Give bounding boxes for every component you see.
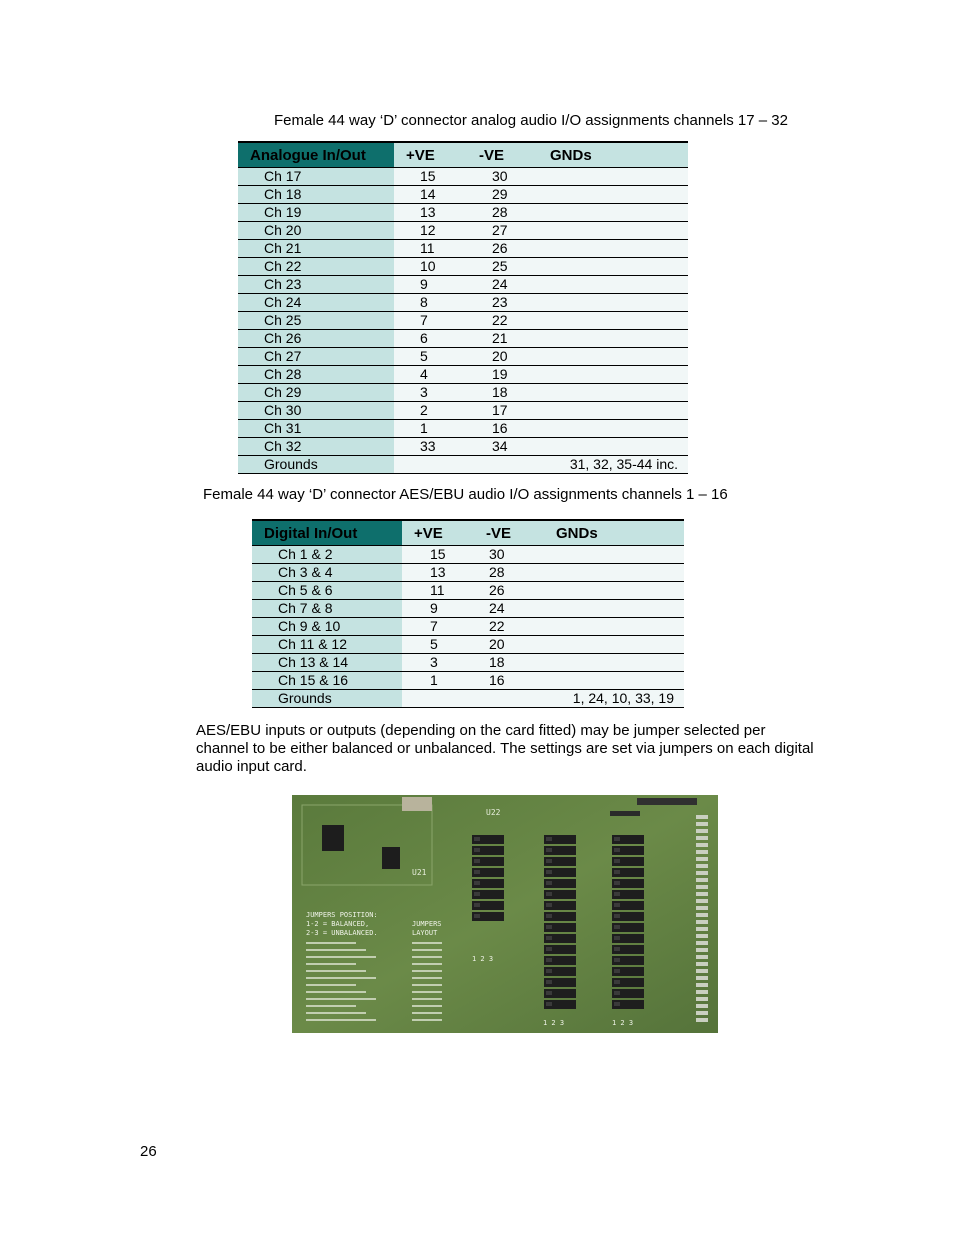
- channel-name-cell: Ch 24: [238, 294, 394, 312]
- table-row: [238, 240, 688, 258]
- negative-pin-cell: 28: [474, 564, 546, 582]
- positive-pin-cell: 10: [394, 258, 466, 276]
- header-analogue-in-out: Analogue In/Out: [238, 142, 394, 168]
- ground-pins-cell: [546, 582, 684, 600]
- positive-pin-cell: 13: [394, 204, 466, 222]
- positive-pin-cell: [402, 690, 474, 708]
- negative-pin-cell: 24: [466, 276, 538, 294]
- table-row: [238, 294, 688, 312]
- channel-name-cell: Ch 1 & 2: [252, 546, 402, 564]
- table-row: [238, 222, 688, 240]
- positive-pin-cell: 3: [402, 654, 474, 672]
- negative-pin-cell: 30: [474, 546, 546, 564]
- ground-pins-cell: [538, 348, 688, 366]
- positive-pin-cell: 33: [394, 438, 466, 456]
- ground-pins-cell: [546, 672, 684, 690]
- channel-name-cell: Ch 13 & 14: [252, 654, 402, 672]
- negative-pin-cell: 26: [474, 582, 546, 600]
- channel-name-cell: Ch 11 & 12: [252, 636, 402, 654]
- channel-name-cell: Ch 21: [238, 240, 394, 258]
- channel-name-cell: Ch 31: [238, 420, 394, 438]
- svg-text:1 2 3: 1 2 3: [543, 1019, 565, 1027]
- table-row: [238, 366, 688, 384]
- channel-name-cell: Ch 22: [238, 258, 394, 276]
- negative-pin-cell: 34: [466, 438, 538, 456]
- svg-text:1-2 = BALANCED,: 1-2 = BALANCED,: [306, 920, 370, 928]
- table-row: [238, 168, 688, 186]
- channel-name-cell: Ch 20: [238, 222, 394, 240]
- header-positive: +VE: [402, 520, 474, 546]
- header-positive: +VE: [394, 142, 466, 168]
- ground-pins-cell: [538, 294, 688, 312]
- positive-pin-cell: 5: [394, 348, 466, 366]
- channel-name-cell: Ch 30: [238, 402, 394, 420]
- negative-pin-cell: 17: [466, 402, 538, 420]
- table-row: [252, 600, 684, 618]
- negative-pin-cell: 20: [466, 348, 538, 366]
- table-row: [238, 204, 688, 222]
- table-row: [252, 636, 684, 654]
- channel-name-cell: Ch 28: [238, 366, 394, 384]
- channel-name-cell: Ch 27: [238, 348, 394, 366]
- ground-pins-cell: [538, 402, 688, 420]
- channel-name-cell: Ch 5 & 6: [252, 582, 402, 600]
- positive-pin-cell: 11: [394, 240, 466, 258]
- table-row: [238, 456, 688, 474]
- negative-pin-cell: 28: [466, 204, 538, 222]
- positive-pin-cell: 11: [402, 582, 474, 600]
- ground-pins-cell: [538, 240, 688, 258]
- positive-pin-cell: 1: [402, 672, 474, 690]
- ground-pins-cell: [538, 330, 688, 348]
- header-negative: -VE: [474, 520, 546, 546]
- table-row: [238, 186, 688, 204]
- ground-pins-cell: [538, 186, 688, 204]
- table-row: [252, 564, 684, 582]
- negative-pin-cell: [474, 690, 546, 708]
- table-header-row: [252, 520, 684, 546]
- ground-pins-cell: [538, 258, 688, 276]
- svg-text:U21: U21: [412, 868, 427, 877]
- analog-table-caption: Female 44 way ‘D’ connector analog audio I/O assignments channels 17 – 32: [274, 112, 788, 129]
- negative-pin-cell: 26: [466, 240, 538, 258]
- table-row: [238, 438, 688, 456]
- negative-pin-cell: 18: [474, 654, 546, 672]
- negative-pin-cell: 21: [466, 330, 538, 348]
- positive-pin-cell: 4: [394, 366, 466, 384]
- header-grounds: GNDs: [538, 142, 688, 168]
- positive-pin-cell: 6: [394, 330, 466, 348]
- page-number: 26: [140, 1143, 157, 1160]
- svg-text:2-3 = UNBALANCED.: 2-3 = UNBALANCED.: [306, 929, 378, 937]
- positive-pin-cell: 9: [394, 276, 466, 294]
- table-row: [238, 312, 688, 330]
- svg-text:1 2 3: 1 2 3: [472, 955, 494, 963]
- negative-pin-cell: 23: [466, 294, 538, 312]
- ground-pins-cell: [538, 420, 688, 438]
- channel-name-cell: Ch 32: [238, 438, 394, 456]
- ground-pins-cell: [538, 366, 688, 384]
- positive-pin-cell: 7: [402, 618, 474, 636]
- ground-pins-cell: 31, 32, 35-44 inc.: [538, 456, 688, 474]
- channel-name-cell: Ch 18: [238, 186, 394, 204]
- positive-pin-cell: 7: [394, 312, 466, 330]
- negative-pin-cell: 19: [466, 366, 538, 384]
- channel-name-cell: Ch 15 & 16: [252, 672, 402, 690]
- ground-pins-cell: [538, 276, 688, 294]
- ground-pins-cell: [546, 564, 684, 582]
- negative-pin-cell: 22: [466, 312, 538, 330]
- ground-pins-cell: [538, 312, 688, 330]
- positive-pin-cell: 1: [394, 420, 466, 438]
- ground-pins-cell: [538, 204, 688, 222]
- table-row: [238, 402, 688, 420]
- table-row: [238, 384, 688, 402]
- table-row: [252, 672, 684, 690]
- negative-pin-cell: 29: [466, 186, 538, 204]
- table-row: [252, 654, 684, 672]
- channel-name-cell: Ch 26: [238, 330, 394, 348]
- table-row: [238, 330, 688, 348]
- ground-pins-cell: [538, 222, 688, 240]
- ground-pins-cell: [546, 618, 684, 636]
- digital-table-caption: Female 44 way ‘D’ connector AES/EBU audio I/O assignments channels 1 – 16: [203, 486, 728, 503]
- negative-pin-cell: 16: [474, 672, 546, 690]
- channel-name-cell: Ch 7 & 8: [252, 600, 402, 618]
- table-row: [238, 276, 688, 294]
- negative-pin-cell: 25: [466, 258, 538, 276]
- channel-name-cell: Grounds: [238, 456, 394, 474]
- header-negative: -VE: [466, 142, 538, 168]
- positive-pin-cell: 9: [402, 600, 474, 618]
- jumper-description-paragraph: AES/EBU inputs or outputs (depending on the card fitted) may be jumper selected per channel to be either balanced or unbalanced. The settings are set via jumpers on each digital audio input card.: [196, 722, 814, 775]
- table-row: [252, 618, 684, 636]
- positive-pin-cell: 15: [402, 546, 474, 564]
- negative-pin-cell: 27: [466, 222, 538, 240]
- negative-pin-cell: 18: [466, 384, 538, 402]
- channel-name-cell: Ch 25: [238, 312, 394, 330]
- channel-name-cell: Ch 9 & 10: [252, 618, 402, 636]
- table-row: [238, 348, 688, 366]
- table-row: [238, 258, 688, 276]
- positive-pin-cell: 14: [394, 186, 466, 204]
- negative-pin-cell: 16: [466, 420, 538, 438]
- digital-io-table: [252, 519, 684, 708]
- channel-name-cell: Ch 19: [238, 204, 394, 222]
- channel-name-cell: Ch 23: [238, 276, 394, 294]
- ground-pins-cell: [538, 438, 688, 456]
- ground-pins-cell: [546, 600, 684, 618]
- jumper-board-photo: [292, 795, 718, 1033]
- table-row: [252, 582, 684, 600]
- ground-pins-cell: 1, 24, 10, 33, 19: [546, 690, 684, 708]
- ground-pins-cell: [538, 384, 688, 402]
- header-grounds: GNDs: [546, 520, 684, 546]
- positive-pin-cell: 13: [402, 564, 474, 582]
- channel-name-cell: Ch 17: [238, 168, 394, 186]
- positive-pin-cell: 2: [394, 402, 466, 420]
- svg-text:JUMPERS: JUMPERS: [412, 920, 442, 928]
- ground-pins-cell: [538, 168, 688, 186]
- svg-text:1 2 3: 1 2 3: [612, 1019, 634, 1027]
- analog-io-table: [238, 141, 688, 474]
- ground-pins-cell: [546, 546, 684, 564]
- channel-name-cell: Ch 3 & 4: [252, 564, 402, 582]
- header-digital-in-out: Digital In/Out: [252, 520, 402, 546]
- negative-pin-cell: 20: [474, 636, 546, 654]
- svg-text:JUMPERS POSITION:: JUMPERS POSITION:: [306, 911, 378, 919]
- table-row: [238, 420, 688, 438]
- positive-pin-cell: 8: [394, 294, 466, 312]
- positive-pin-cell: 15: [394, 168, 466, 186]
- negative-pin-cell: 30: [466, 168, 538, 186]
- negative-pin-cell: 22: [474, 618, 546, 636]
- svg-text:LAYOUT: LAYOUT: [412, 929, 438, 937]
- channel-name-cell: Ch 29: [238, 384, 394, 402]
- positive-pin-cell: 12: [394, 222, 466, 240]
- ground-pins-cell: [546, 636, 684, 654]
- positive-pin-cell: [394, 456, 466, 474]
- table-row: [252, 690, 684, 708]
- table-header-row: [238, 142, 688, 168]
- svg-text:U22: U22: [486, 808, 501, 817]
- positive-pin-cell: 3: [394, 384, 466, 402]
- channel-name-cell: Grounds: [252, 690, 402, 708]
- ground-pins-cell: [546, 654, 684, 672]
- table-row: [252, 546, 684, 564]
- negative-pin-cell: 24: [474, 600, 546, 618]
- positive-pin-cell: 5: [402, 636, 474, 654]
- negative-pin-cell: [466, 456, 538, 474]
